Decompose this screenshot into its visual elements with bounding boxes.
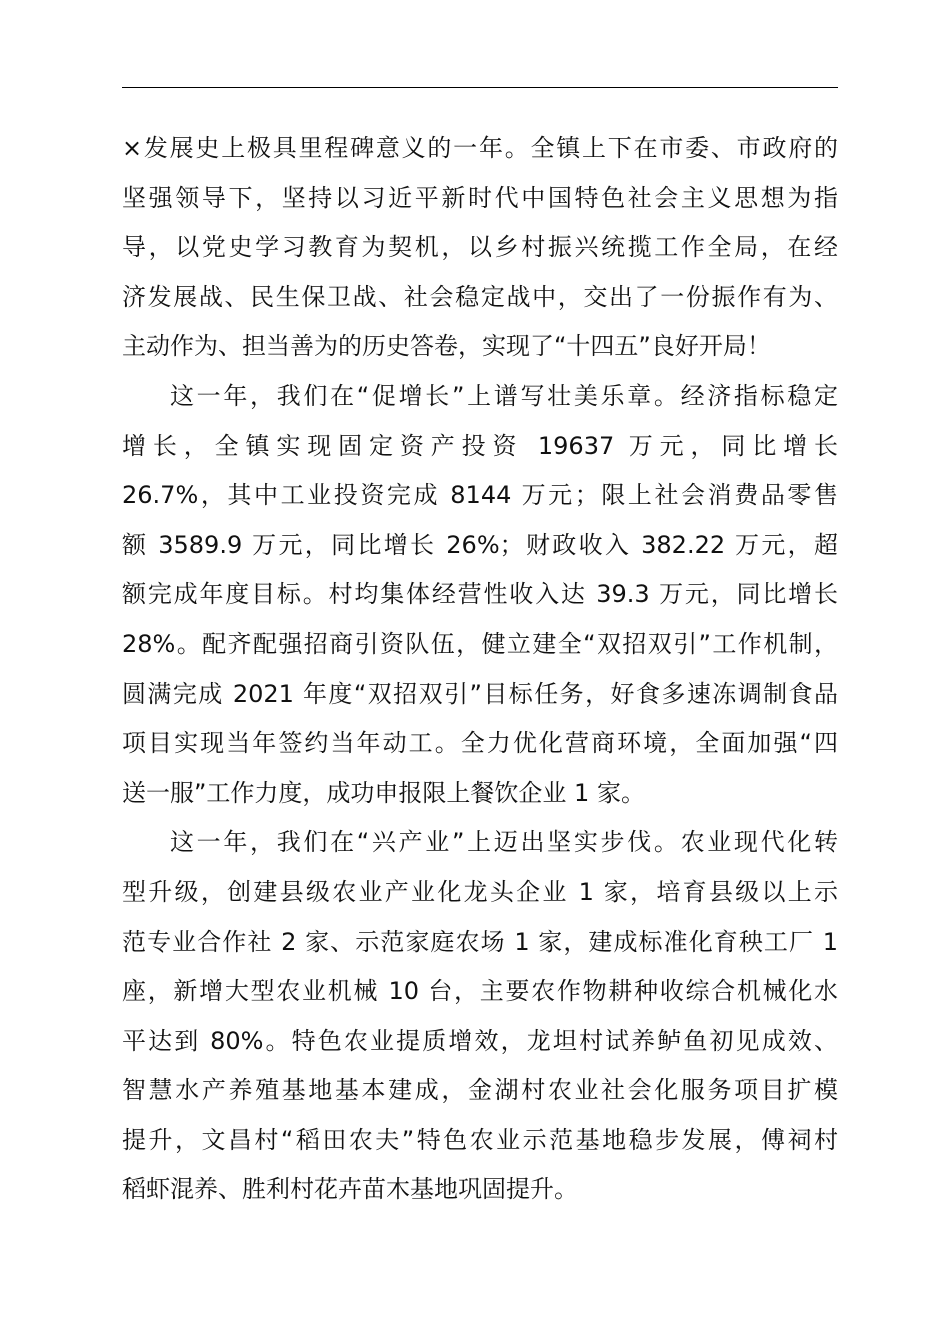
text-line: 28%。配齐配强招商引资队伍，健立建全“双招双引”工作机制， (122, 629, 838, 658)
text-line: 座，新增大型农业机械 10 台，主要农作物耕种收综合机械化水 (122, 977, 838, 1006)
text-line: 智慧水产养殖基地基本建成，金湖村农业社会化服务项目扩模 (122, 1076, 838, 1105)
text-line: ×发展史上极具里程碑意义的一年。全镇上下在市委、市政府的 (122, 134, 838, 162)
text-line: 这一年，我们在“促增长”上谱写壮美乐章。经济指标稳定 (170, 381, 838, 410)
text-line: 平达到 80%。特色农业提质增效，龙坦村试养鲈鱼初见成效、 (122, 1026, 838, 1055)
text-line: 主动作为、担当善为的历史答卷，实现了“十四五”良好开局！ (122, 332, 771, 361)
paragraph-1 (122, 124, 838, 372)
text-line: 送一服”工作力度，成功申报限上餐饮企业 1 家。 (122, 778, 645, 807)
text-line: 额完成年度目标。村均集体经营性收入达 39.3 万元，同比增长 (122, 580, 838, 609)
text-line: 26.7%，其中工业投资完成 8144 万元；限上社会消费品零售 (122, 481, 838, 510)
text-line: 提升，文昌村“稻田农夫”特色农业示范基地稳步发展，傅祠村 (122, 1125, 838, 1154)
paragraph-3 (122, 818, 838, 1215)
text-line: 增长，全镇实现固定资产投资 19637 万元，同比增长 (122, 431, 838, 460)
text-line: 这一年，我们在“兴产业”上迈出坚实步伐。农业现代化转 (170, 828, 838, 857)
header-rule (122, 87, 838, 88)
text-line: 导，以党史学习教育为契机，以乡村振兴统揽工作全局，在经 (122, 233, 838, 262)
paragraph-2 (122, 372, 838, 818)
document-body (122, 124, 838, 1215)
text-line: 坚强领导下，坚持以习近平新时代中国特色社会主义思想为指 (122, 183, 838, 212)
text-line: 范专业合作社 2 家、示范家庭农场 1 家，建成标准化育秧工厂 1 (122, 927, 838, 956)
text-line: 圆满完成 2021 年度“双招双引”目标任务，好食多速冻调制食品 (122, 679, 838, 708)
text-line: 稻虾混养、胜利村花卉苗木基地巩固提升。 (122, 1175, 578, 1204)
text-line: 型升级，创建县级农业产业化龙头企业 1 家，培育县级以上示 (122, 877, 838, 906)
text-line: 济发展战、民生保卫战、社会稳定战中，交出了一份振作有为、 (122, 282, 838, 311)
text-line: 项目实现当年签约当年动工。全力优化营商环境，全面加强“四 (122, 729, 838, 758)
text-line: 额 3589.9 万元，同比增长 26%；财政收入 382.22 万元，超 (122, 530, 838, 559)
